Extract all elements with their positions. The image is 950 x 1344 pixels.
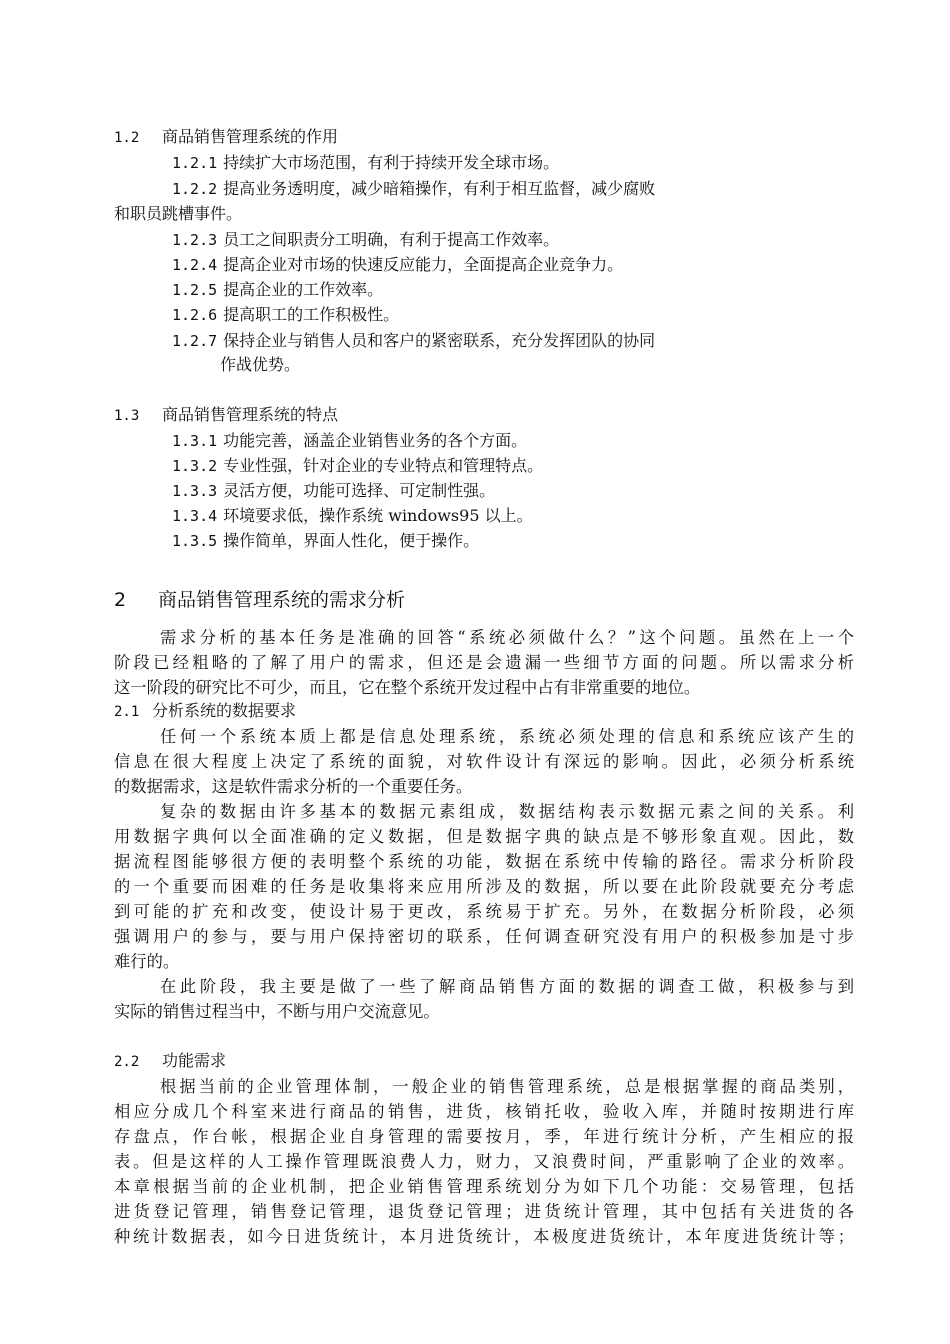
item-number: 1.2.1 (172, 154, 218, 172)
paragraph-line: 根据当前的企业管理体制，一般企业的销售管理系统，总是根据掌握的商品类别， (160, 1077, 854, 1096)
item-text: 提高职工的工作积极性。 (223, 305, 400, 324)
section-number: 2.2 (114, 1054, 140, 1070)
chapter-number: 2 (114, 589, 127, 611)
paragraph-line: 用数据字典何以全面准确的定义数据，但是数据字典的缺点是不够形象直观。因此，数 (114, 827, 854, 846)
item-text: 员工之间职责分工明确，有利于提高工作效率。 (223, 230, 560, 249)
paragraph-line: 任何一个系统本质上都是信息处理系统，系统必须处理的信息和系统应该产生的 (160, 727, 854, 746)
item-number: 1.3.4 (172, 507, 218, 525)
list-item (172, 278, 383, 302)
section-heading-2-1 (114, 699, 296, 724)
paragraph-line: 存盘点，作台帐，根据企业自身管理的需要按月，季，年进行统计分析，产生相应的报 (114, 1127, 854, 1146)
list-item (172, 177, 655, 201)
chapter-heading-2 (114, 586, 405, 614)
item-number: 1.2.5 (172, 281, 218, 299)
list-item (172, 329, 655, 353)
item-number: 1.2.2 (172, 180, 218, 198)
chapter-title: 商品销售管理系统的需求分析 (158, 589, 406, 611)
list-item (172, 253, 623, 277)
item-text: 保持企业与销售人员和客户的紧密联系，充分发挥团队的协同 (223, 331, 656, 350)
paragraph-line: 到可能的扩充和改变，使设计易于更改，系统易于扩充。另外，在数据分析阶段，必须 (114, 902, 854, 921)
section-number: 2.1 (114, 704, 140, 720)
paragraph-line: 进货登记管理，销售登记管理，退货登记管理；进货统计管理，其中包括有关进货的各 (114, 1202, 854, 1221)
paragraph-line: 难行的。 (114, 952, 180, 971)
item-number: 1.3.2 (172, 457, 218, 475)
paragraph-line: 相应分成几个科室来进行商品的销售，进货，核销托收，验收入库，并随时按期进行库 (114, 1102, 854, 1121)
item-number: 1.2.6 (172, 306, 218, 324)
list-item (172, 228, 559, 252)
item-number: 1.3.5 (172, 532, 218, 550)
list-item (172, 529, 479, 553)
item-text: 持续扩大市场范围，有利于持续开发全球市场。 (223, 153, 560, 172)
list-item (172, 429, 527, 453)
section-heading-2-2 (114, 1049, 226, 1074)
paragraph-line: 复杂的数据由许多基本的数据元素组成，数据结构表示数据元素之间的关系。利 (160, 802, 854, 821)
item-text: 环境要求低，操作系统 windows95 以上。 (223, 506, 533, 525)
paragraph-line: 据流程图能够很方便的表明整个系统的功能，数据在系统中传输的路径。需求分析阶段 (114, 852, 854, 871)
list-item (172, 454, 543, 478)
list-item-continuation: 作战优势。 (220, 355, 301, 374)
paragraph-line: 表。但是这样的人工操作管理既浪费人力，财力，又浪费时间，严重影响了企业的效率。 (114, 1152, 854, 1171)
list-item (172, 504, 533, 528)
item-number: 1.3.1 (172, 432, 218, 450)
section-heading-1-2 (114, 125, 338, 150)
item-text: 提高业务透明度，减少暗箱操作，有利于相互监督，减少腐败 (223, 179, 656, 198)
paragraph-line: 这一阶段的研究比不可少，而且，它在整个系统开发过程中占有非常重要的地位。 (114, 678, 701, 697)
paragraph-line: 的一个重要而困难的任务是收集将来应用所涉及的数据，所以要在此阶段就要充分考虑 (114, 877, 854, 896)
item-number: 1.2.7 (172, 332, 218, 350)
list-item-continuation: 和职员跳槽事件。 (114, 204, 243, 223)
section-number: 1.3 (114, 408, 140, 424)
section-title: 功能需求 (162, 1051, 227, 1070)
section-heading-1-3 (114, 403, 338, 428)
paragraph-line: 种统计数据表，如今日进货统计，本月进货统计，本极度进货统计，本年度进货统计等； (114, 1227, 854, 1246)
paragraph-line: 的数据需求，这是软件需求分析的一个重要任务。 (114, 777, 473, 796)
section-number: 1.2 (114, 130, 140, 146)
item-text: 提高企业的工作效率。 (223, 280, 384, 299)
list-item (172, 479, 495, 503)
paragraph-line: 在此阶段，我主要是做了一些了解商品销售方面的数据的调查工做，积极参与到 (160, 977, 854, 996)
paragraph-line: 实际的销售过程当中，不断与用户交流意见。 (114, 1002, 440, 1021)
item-text: 专业性强，针对企业的专业特点和管理特点。 (223, 456, 544, 475)
item-text: 提高企业对市场的快速反应能力，全面提高企业竞争力。 (223, 255, 624, 274)
paragraph-line: 需求分析的基本任务是准确的回答“系统必须做什么？”这个问题。虽然在上一个 (160, 628, 854, 647)
paragraph-line: 本章根据当前的企业机制，把企业销售管理系统划分为如下几个功能：交易管理，包括 (114, 1177, 854, 1196)
item-number: 1.3.3 (172, 482, 218, 500)
section-title: 商品销售管理系统的作用 (162, 127, 339, 146)
item-number: 1.2.4 (172, 256, 218, 274)
item-text: 操作简单，界面人性化，便于操作。 (223, 531, 480, 550)
paragraph-line: 强调用户的参与，要与用户保持密切的联系，任何调查研究没有用户的积极参加是寸步 (114, 927, 854, 946)
paragraph-line: 信息在很大程度上决定了系统的面貌，对软件设计有深远的影响。因此，必须分析系统 (114, 752, 854, 771)
list-item (172, 151, 559, 175)
item-number: 1.2.3 (172, 231, 218, 249)
list-item (172, 303, 399, 327)
paragraph-line: 阶段已经粗略的了解了用户的需求，但还是会遗漏一些细节方面的问题。所以需求分析 (114, 653, 854, 672)
item-text: 灵活方便，功能可选择、可定制性强。 (223, 481, 496, 500)
section-title: 商品销售管理系统的特点 (162, 405, 339, 424)
item-text: 功能完善，涵盖企业销售业务的各个方面。 (223, 431, 528, 450)
section-title: 分析系统的数据要求 (152, 701, 297, 720)
